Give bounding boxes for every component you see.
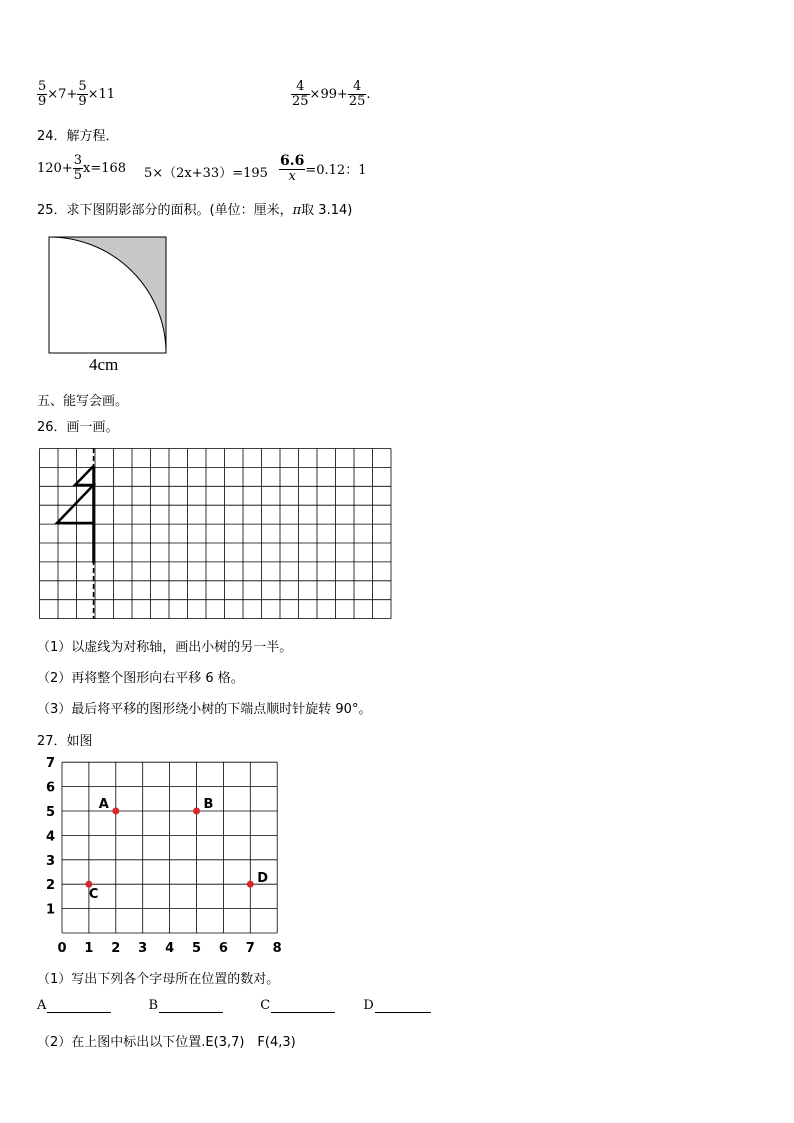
half-tree [57, 466, 94, 523]
fraction: $\frac{6.6}{x}$ [280, 153, 305, 184]
fraction: $\frac{5}{9}$ [38, 79, 47, 109]
fraction: $\frac{4}{25}$ [292, 79, 309, 109]
equation-3: $\frac{6.6}{x}$ =0.12：1 [280, 153, 367, 184]
expression-1: $\frac{5}{9}$ ×7+ $\frac{5}{9}$ ×11 [38, 79, 116, 109]
point-d [247, 881, 254, 888]
fraction: $\frac{5}{9}$ [78, 79, 87, 109]
y-tick-label: 4 [45, 829, 55, 845]
x-tick-label: 6 [218, 941, 228, 955]
sub-question-2: （2）在上图中标出以下位置.E(3,7) F(4,3) [37, 1035, 296, 1050]
x-tick-label: 0 [57, 941, 67, 955]
blank-B: B [149, 998, 224, 1013]
y-tick-label: 5 [45, 805, 55, 820]
point-label: C [88, 887, 99, 903]
question-26-title: 26．画一画。 [37, 420, 119, 435]
equation-1: 120+ $\frac{3}{5}$ x=168 [37, 153, 127, 183]
sub-question-1: （1）写出下列各个字母所在位置的数对。 [37, 972, 280, 987]
figure-label: 4cm [89, 355, 119, 374]
fraction: $\frac{3}{5}$ [73, 153, 82, 183]
expression-2: $\frac{4}{25}$ ×99+ $\frac{4}{25}$ . [292, 79, 371, 109]
pi-symbol: π [292, 203, 302, 218]
x-tick-label: 3 [138, 941, 148, 955]
fraction: $\frac{4}{25}$ [348, 79, 366, 109]
x-tick-label: 1 [84, 941, 94, 955]
x-tick-label: 2 [111, 941, 121, 955]
point-label: A [98, 797, 109, 812]
blank-A: A [37, 998, 111, 1013]
blank-D: D [363, 998, 430, 1013]
drawing-grid [39, 448, 398, 620]
question-25-title: 25．求下图阴影部分的面积。(单位：厘米，π取 3.14) [37, 203, 353, 218]
y-tick-label: 3 [45, 853, 55, 869]
section-heading: 五、能写会画。 [37, 394, 129, 409]
blank-C: C [260, 998, 335, 1013]
x-tick-label: 8 [272, 941, 282, 955]
shaded-area-figure [48, 236, 168, 354]
point-label: D [257, 871, 269, 887]
x-tick-label: 4 [165, 941, 175, 955]
step-2: （2）再将整个图形向右平移 6 格。 [37, 671, 244, 686]
step-3: （3）最后将平移的图形绕小树的下端点顺时针旋转 90°。 [37, 702, 372, 717]
y-tick-label: 1 [45, 902, 55, 918]
equation-2: 5×（2x+33）=195 [144, 166, 268, 181]
question-27-title: 27．如图 [37, 734, 93, 749]
answer-blanks [37, 998, 431, 1013]
point-b [193, 808, 200, 815]
y-tick-label: 6 [45, 780, 55, 796]
point-a [112, 808, 119, 815]
question-24-title: 24．解方程． [37, 129, 119, 144]
x-tick-label: 7 [245, 941, 255, 955]
point-label: B [203, 797, 214, 812]
coordinate-grid [40, 755, 290, 955]
x-tick-label: 5 [191, 941, 202, 955]
y-tick-label: 2 [45, 878, 55, 894]
step-1: （1）以虚线为对称轴，画出小树的另一半。 [37, 640, 293, 655]
y-tick-label: 7 [45, 756, 55, 772]
